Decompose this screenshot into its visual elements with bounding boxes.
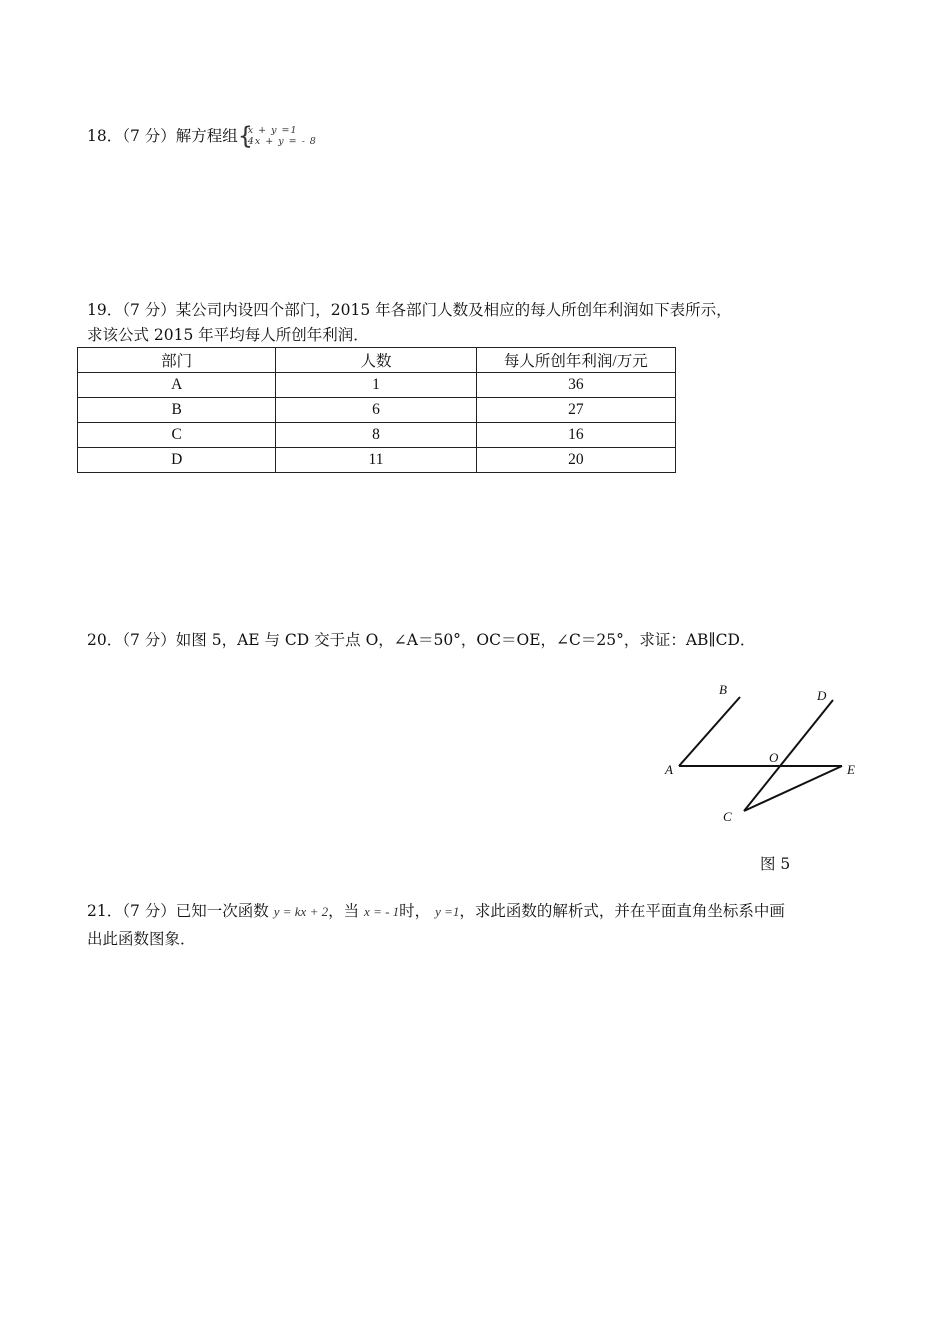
table-cell: 27 bbox=[476, 398, 675, 423]
label-c: C bbox=[723, 809, 732, 824]
table-header: 每人所创年利润/万元 bbox=[476, 348, 675, 373]
table-cell: 8 bbox=[276, 423, 476, 448]
q21-number: 21． bbox=[87, 902, 123, 920]
table-header-row bbox=[78, 348, 676, 373]
table-cell: 11 bbox=[276, 448, 476, 473]
profit-table bbox=[77, 347, 676, 473]
table-cell: 6 bbox=[276, 398, 476, 423]
table-cell: D bbox=[78, 448, 276, 473]
q20 bbox=[87, 630, 755, 650]
table-header: 部门 bbox=[78, 348, 276, 373]
q19-line2: 求该公式 2015 年平均每人所创年利润． bbox=[87, 326, 369, 344]
q21-points: （7 分） bbox=[122, 902, 176, 920]
q19-text: 某公司内设四个部门，2015 年各部门人数及相应的每人所创年利润如下表所示， bbox=[175, 301, 732, 319]
q21-line2: 出此函数图象． bbox=[87, 930, 196, 948]
q18 bbox=[87, 122, 338, 150]
x-value: x = - 1 bbox=[364, 904, 400, 919]
segment-ab bbox=[679, 697, 740, 766]
table-cell: C bbox=[78, 423, 276, 448]
table-cell: 16 bbox=[476, 423, 675, 448]
figure-5 bbox=[650, 678, 890, 838]
brace-icon: { bbox=[237, 122, 254, 150]
q19-number: 19． bbox=[87, 301, 123, 319]
table-cell: B bbox=[78, 398, 276, 423]
label-o: O bbox=[769, 750, 779, 765]
table-row bbox=[78, 398, 676, 423]
q18-points: （7 分） bbox=[122, 127, 176, 145]
table-row bbox=[78, 423, 676, 448]
table-row bbox=[78, 373, 676, 398]
table-header: 人数 bbox=[276, 348, 476, 373]
q19-line1 bbox=[87, 300, 732, 320]
q21-line1 bbox=[87, 901, 785, 922]
table-cell: 20 bbox=[476, 448, 675, 473]
equation-system bbox=[237, 122, 338, 150]
q20-text: 如图 5，AE 与 CD 交于点 O，∠A＝50°，OC＝OE，∠C＝25°，求证：AB∥CD． bbox=[175, 631, 756, 649]
q20-points: （7 分） bbox=[122, 631, 176, 649]
table-cell: 36 bbox=[476, 373, 675, 398]
table-cell: 1 bbox=[276, 373, 476, 398]
equation-2: 4x + y = - 8 bbox=[247, 136, 317, 147]
q20-number: 20． bbox=[87, 631, 123, 649]
equation-1: x + y =1 bbox=[247, 125, 298, 136]
table-row bbox=[78, 448, 676, 473]
q21-text-d: ，求此函数的解析式，并在平面直角坐标系中画 bbox=[459, 902, 785, 920]
label-d: D bbox=[817, 688, 827, 703]
label-e: E bbox=[847, 762, 855, 777]
figure-caption: 图 5 bbox=[760, 855, 791, 873]
segment-cd bbox=[744, 700, 833, 811]
label-b: B bbox=[719, 682, 727, 697]
q18-text: 解方程组 bbox=[175, 127, 238, 145]
segment-ce bbox=[744, 766, 842, 811]
table-cell: A bbox=[78, 373, 276, 398]
y-value: y =1 bbox=[435, 904, 460, 919]
q19-points: （7 分） bbox=[122, 301, 176, 319]
q21-text-a: 已知一次函数 bbox=[175, 902, 269, 920]
label-a: A bbox=[665, 762, 673, 777]
q21-text-c: 时， bbox=[399, 902, 431, 920]
function-formula: y = kx + 2 bbox=[273, 904, 329, 919]
q21-text-b: ，当 bbox=[328, 902, 360, 920]
q18-number: 18． bbox=[87, 127, 123, 145]
